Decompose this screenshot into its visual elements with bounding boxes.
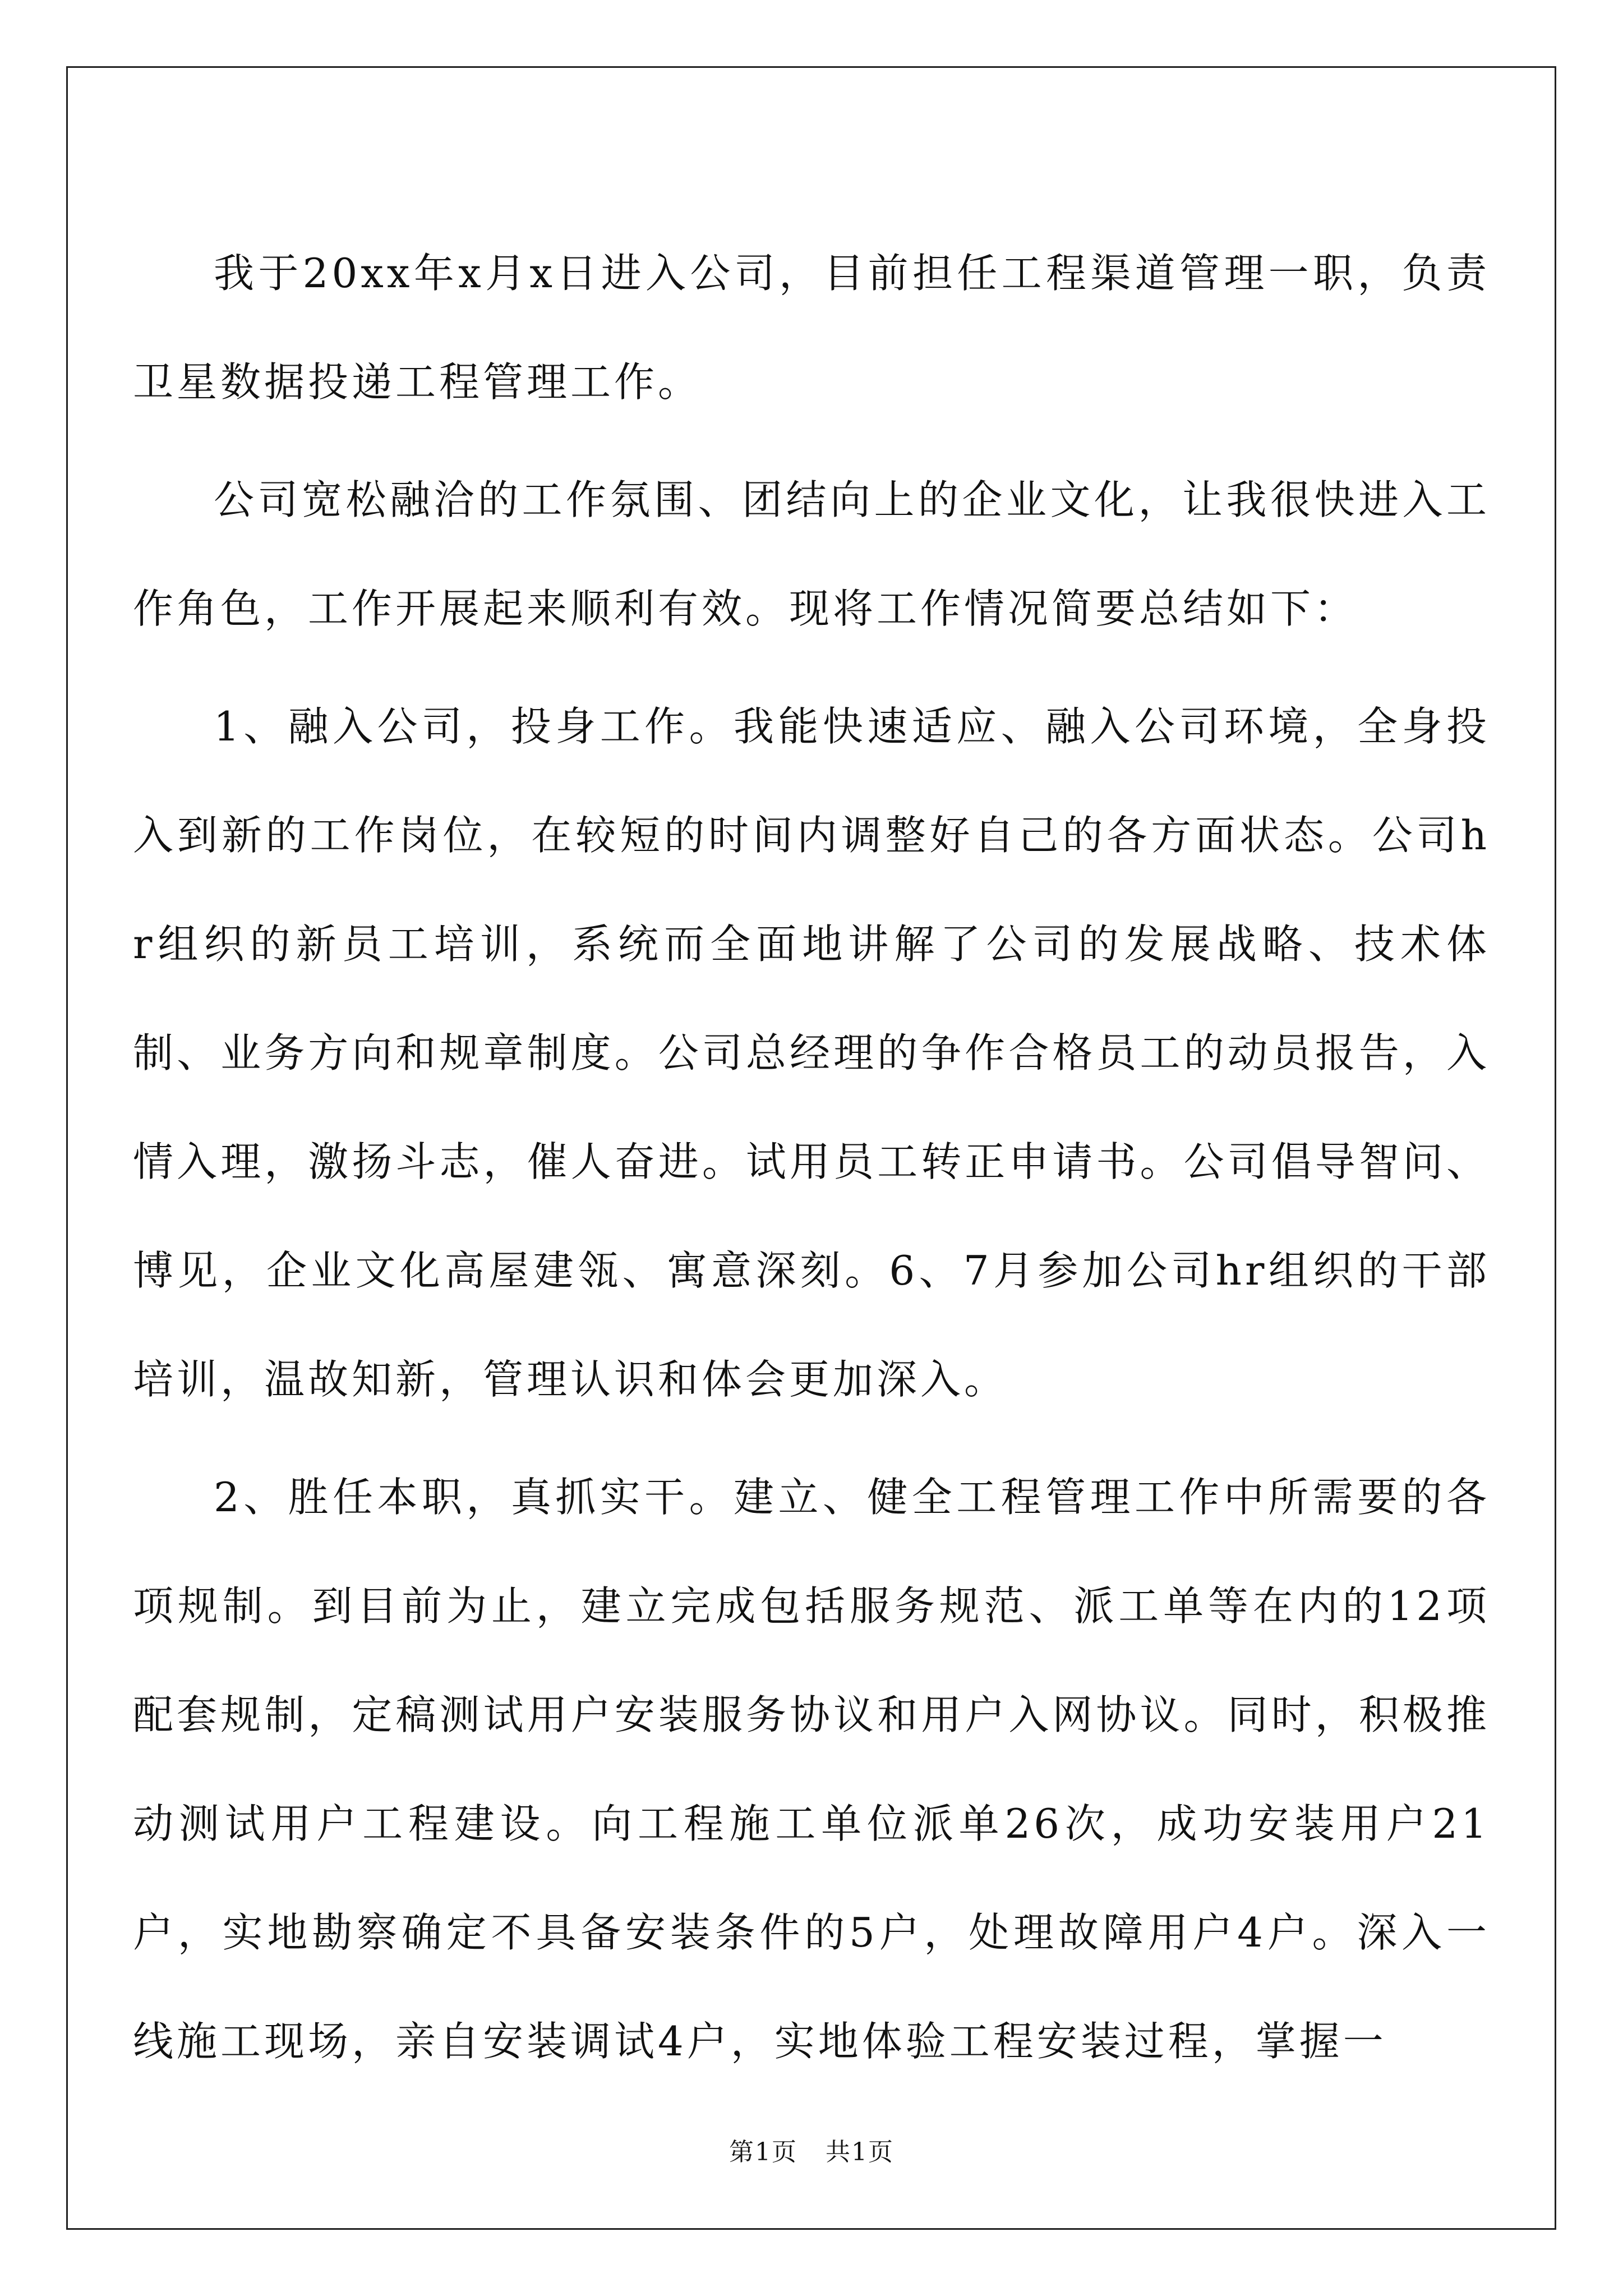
page-total: 共1页 [826, 2138, 894, 2166]
paragraph-culture: 公司宽松融洽的工作氛围、团结向上的企业文化，让我很快进入工作角色，工作开展起来顺利有效。现将工作情况简要总结如下： [133, 476, 1490, 632]
page-number: 第1页 [729, 2138, 797, 2166]
paragraph-point-1: 1、融入公司，投身工作。我能快速适应、融入公司环境，全身投入到新的工作岗位，在较短的时间内调整好自己的各方面状态。公司hr组织的新员工培训，系统而全面地讲解了公司的发展战略、技术体制、业务方向和规章制度。公司总经理的争作合格员工的动员报告，入情入理，激扬斗志，催人奋进。试用员工转正申请书。公司倡导智问、博见，企业文化高屋建瓴、寓意深刻。6、7月参加公司hr组织的干部培训，温故知新，管理认识和体会更加深入。 [133, 703, 1490, 1403]
page-footer [0, 2132, 1623, 2168]
paragraph-intro: 我于20xx年x月x日进入公司，目前担任工程渠道管理一职，负责卫星数据投递工程管理工作。 [133, 250, 1490, 406]
document-body [133, 219, 1490, 2096]
paragraph-point-2: 2、胜任本职，真抓实干。建立、健全工程管理工作中所需要的各项规制。到目前为止，建立完成包括服务规范、派工单等在内的12项配套规制，定稿测试用户安装服务协议和用户入网协议。同时，积极推动测试用户工程建设。向工程施工单位派单26次，成功安装用户21户，实地勘察确定不具备安装条件的5户，处理故障用户4户。深入一线施工现场，亲自安装调试4户，实地体验工程安装过程，掌握一 [133, 1474, 1490, 2065]
